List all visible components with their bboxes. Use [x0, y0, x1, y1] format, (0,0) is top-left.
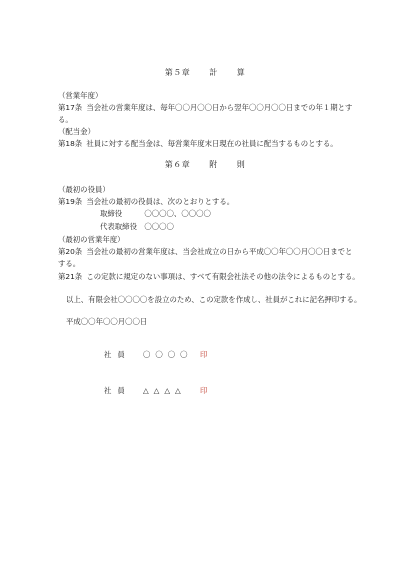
chapter-6-heading: [0, 158, 410, 171]
article-17: [58, 101, 352, 114]
article-number: 第18条: [58, 139, 83, 148]
document-date: 平成〇〇年〇〇月〇〇日: [66, 317, 148, 326]
officer-role: 取締役: [100, 209, 123, 218]
article-18: [58, 137, 338, 150]
article-20: [58, 245, 352, 258]
signer-1-name: 〇〇〇〇: [143, 350, 193, 359]
chapter-number: 第６章: [164, 160, 191, 169]
seal-stamp-2: 印: [200, 386, 208, 395]
article-21: [58, 270, 360, 283]
caption-first-fiscal-year: （最初の営業年度）: [58, 235, 125, 244]
article-number: 第19条: [58, 197, 83, 206]
article-text: 社員に対する配当金は、毎営業年度末日現在の社員に配当するものとする。: [86, 139, 338, 148]
signer-2-label: 社員: [104, 386, 131, 395]
signer-2-name: △△△△: [143, 386, 186, 395]
officer-role: 代表取締役: [100, 222, 137, 231]
chapter-title-char: 則: [236, 160, 246, 169]
caption-first-officers: （最初の役員）: [58, 185, 110, 194]
officer-representative: [100, 220, 174, 233]
article-number: 第20条: [58, 247, 83, 256]
officer-director: [100, 207, 211, 220]
signer-1-label: 社員: [104, 350, 131, 359]
article-text: 当会社の最初の役員は、次のとおりとする。: [86, 197, 235, 206]
article-20-continued: する。: [58, 259, 81, 268]
article-text: 当会社の営業年度は、毎年〇〇月〇〇日から翌年〇〇月〇〇日までの年１期とす: [86, 103, 353, 112]
seal-stamp-1: 印: [200, 350, 208, 359]
closing-statement: 以上、有限会社〇〇〇〇を設立のため、この定款を作成し、社員がこれに記名押印する。: [66, 295, 362, 304]
chapter-number: 第５章: [164, 68, 191, 77]
article-number: 第17条: [58, 103, 83, 112]
article-17-continued: る。: [58, 115, 73, 124]
article-number: 第21条: [58, 272, 83, 281]
caption-dividend: （配当金）: [58, 127, 95, 136]
article-text: 当会社の最初の営業年度は、当会社成立の日から平成〇〇年〇〇月〇〇日までと: [86, 247, 353, 256]
article-text: この定款に規定のない事項は、すべて有限会社法その他の法令によるものとする。: [86, 272, 360, 281]
officer-names: 〇〇〇〇: [144, 222, 174, 231]
chapter-title-char: 計: [209, 68, 218, 77]
caption-fiscal-year: （営業年度）: [58, 91, 103, 100]
chapter-5-heading: [0, 66, 410, 79]
officer-names: 〇〇〇〇、〇〇〇〇: [144, 209, 211, 218]
chapter-title-char: 附: [209, 160, 218, 169]
chapter-title-char: 算: [236, 68, 246, 77]
